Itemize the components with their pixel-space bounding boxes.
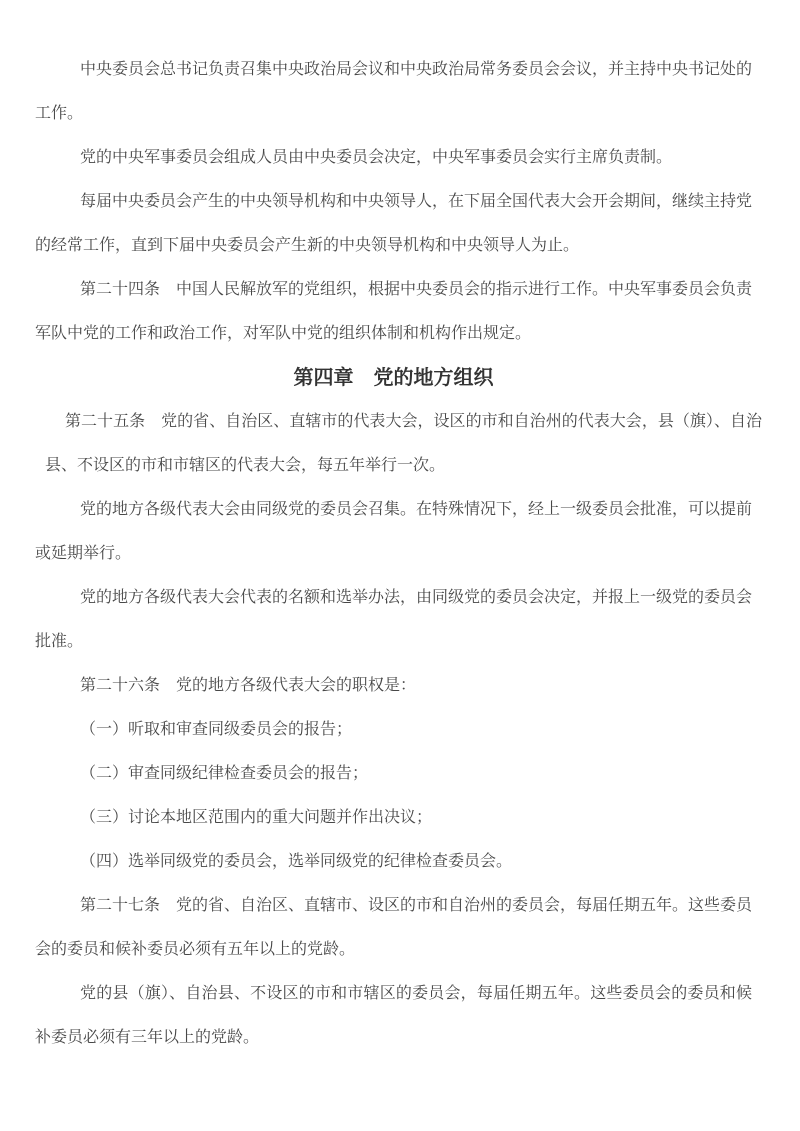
paragraph: 党的地方各级代表大会代表的名额和选举办法，由同级党的委员会决定，并报上一级党的委员会批准。 — [35, 589, 753, 650]
paragraph: （三）讨论本地区范围内的重大问题并作出决议； — [80, 809, 433, 826]
paragraph: 党的中央军事委员会组成人员由中央委员会决定，中央军事委员会实行主席负责制。 — [80, 149, 673, 166]
paragraph: 党的地方各级代表大会由同级党的委员会召集。在特殊情况下，经上一级委员会批准，可以提前或延期举行。 — [35, 501, 753, 562]
paragraph: 中央委员会总书记负责召集中央政治局会议和中央政治局常务委员会会议，并主持中央书记处的工作。 — [35, 61, 753, 122]
chapter-heading: 第四章 党的地方组织 — [293, 367, 494, 389]
paragraph: 第二十七条 党的省、自治区、直辖市、设区的市和自治州的委员会，每届任期五年。这些委员会的委员和候补委员必须有五年以上的党龄。 — [35, 897, 753, 958]
paragraph: （二）审查同级纪律检查委员会的报告； — [80, 765, 369, 782]
paragraph: 每届中央委员会产生的中央领导机构和中央领导人，在下届全国代表大会开会期间，继续主持党的经常工作，直到下届中央委员会产生新的中央领导机构和中央领导人为止。 — [35, 193, 753, 254]
paragraph: 党的县（旗）、自治县、不设区的市和市辖区的委员会，每届任期五年。这些委员会的委员和候补委员必须有三年以上的党龄。 — [35, 985, 752, 1046]
paragraph: 第二十五条 党的省、自治区、直辖市的代表大会，设区的市和自治州的代表大会，县（旗）、自治县、不设区的市和市辖区的代表大会，每五年举行一次。 — [45, 413, 762, 474]
paragraph: 第二十六条 党的地方各级代表大会的职权是： — [80, 677, 417, 694]
paragraph: （一）听取和审查同级委员会的报告； — [80, 721, 353, 738]
paragraph: 第二十四条 中国人民解放军的党组织，根据中央委员会的指示进行工作。中央军事委员会负责军队中党的工作和政治工作，对军队中党的组织体制和机构作出规定。 — [35, 281, 753, 342]
paragraph: （四）选举同级党的委员会，选举同级党的纪律检查委员会。 — [80, 853, 513, 870]
